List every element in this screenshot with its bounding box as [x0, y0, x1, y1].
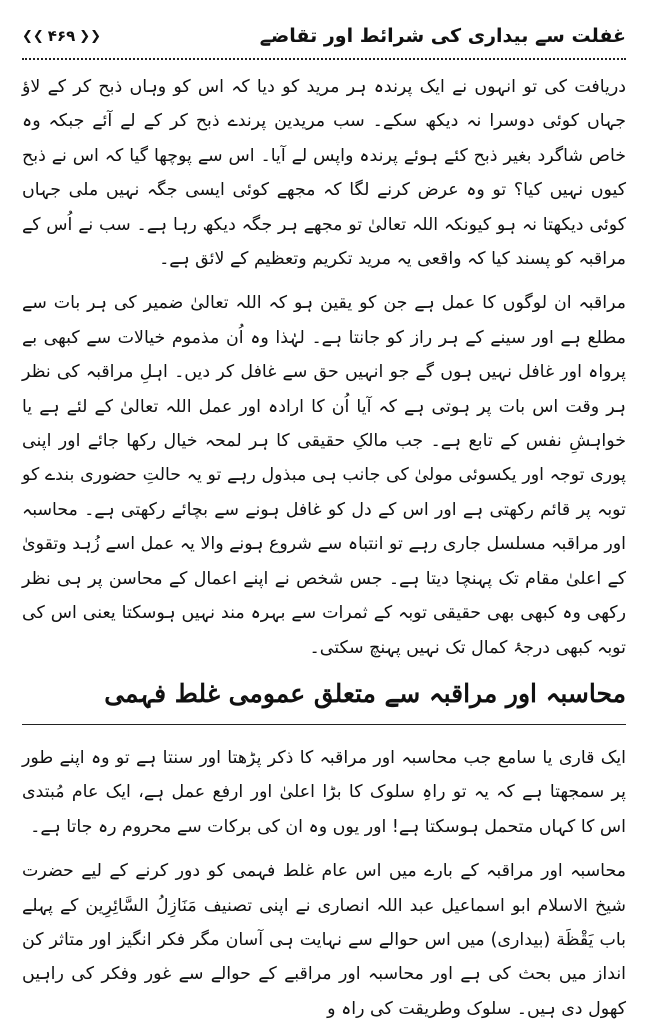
running-title: غفلت سے بیداری کی شرائط اور تقاضے: [259, 25, 626, 47]
paragraph: ایک قاری یا سامع جب محاسبہ اور مراقبہ کا ذکر پڑھتا اور سنتا ہے تو وہ اپنے طور پر سمجھتا ہے کہ یہ تو راہِ سلوک کا بڑا اعلیٰ اور ارفع عمل ہے، ایک عام مُبتدی اس کا کہاں متحمل ہوسکتا ہے! اور یوں وہ ان کی برکات سے محروم رہ جاتا ہے۔: [22, 747, 626, 837]
page-number-block: [22, 27, 101, 45]
ornament-right-icon: ❯❯: [79, 28, 102, 44]
section-heading-block: [22, 673, 626, 727]
paragraph: محاسبہ اور مراقبہ کے بارے میں اس عام غلط فہمی کو دور کرنے کے لیے حضرت شیخ الاسلام ابو اسماعیل عبد اللہ انصاری نے اپنی تصنیف مَنَازِلُ السَّائِرِین کے پہلے باب یَقْظَة (بیداری) میں اس حوالے سے نہایت ہی آسان مگر فکر انگیز اور متاثر کن انداز میں بحث کی ہے اور محاسبہ اور مراقبے کے حوالے سے غور وفکر کی راہیں کھول دی ہیں۔ سلوک وطریقت کی راہ و: [22, 861, 626, 1019]
page-header: [22, 0, 626, 58]
paragraph: مراقبہ ان لوگوں کا عمل ہے جن کو یقین ہو کہ اللہ تعالیٰ ضمیر کی ہر بات سے مطلع ہے اور سینے کے ہر راز کو جانتا ہے۔ لہٰذا وہ اُن مذموم خیالات سے کبھی بے پرواہ اور غافل نہیں ہوں گے جو انہیں حق سے غافل کر دیں۔ اہلِ مراقبہ کی نظر ہر وقت اس بات پر ہوتی ہے کہ آیا اُن کا ارادہ اور عمل اللہ تعالیٰ کے لئے ہے یا خواہشِ نفس کے تابع ہے۔ جب مالکِ حقیقی کا ہر لمحہ خیال رکھا جائے اور اپنی پوری توجہ اور یکسوئی مولیٰ کی جانب ہی مبذول رہے تو یہ حالتِ حضوری بندے کو توبہ پر قائم رکھتی ہے اور اس کے دل کو غافل ہونے سے بچائے رکھتی ہے۔ محاسبہ اور مراقبہ مسلسل جاری رہے تو انتباہ سے شروع ہونے والا یہ عمل اسے زُہد وتقویٰ کے اعلیٰ مقام تک پہنچا دیتا ہے۔ جس شخص نے اپنے اعمال کے محاسن پر ہی نظر رکھی وہ کبھی بھی حقیقی توبہ کے ثمرات سے بہرہ مند نہیں ہوسکتا یعنی اس کی توبہ کبھی درجۂ کمال تک نہیں پہنچ سکتی۔: [22, 293, 626, 658]
page-number: ۴۶۹: [47, 27, 76, 45]
section-underline: [22, 724, 626, 725]
ornament-left-icon: ❮❮: [22, 28, 44, 44]
paragraph: دریافت کی تو انہوں نے ایک پرندہ ہر مرید کو دیا کہ اس کو وہاں ذبح کر کے لاؤ جہاں کوئی دوسرا نہ دیکھ سکے۔ سب مریدین پرندے ذبح کر کے لے آئے جبکہ وہ خاص شاگرد بغیر ذبح کئے ہوئے پرندہ واپس لے آیا۔ اس سے پوچھا گیا کہ اس نے ذبح کیوں نہیں کیا؟ تو وہ عرض کرنے لگا کہ مجھے کوئی ایسی جگہ نہیں ملی جہاں کوئی دیکھتا نہ ہو کیونکہ اللہ تعالیٰ تو مجھے ہر جگہ دیکھ رہا ہے۔ سب نے اُس کے مراقبہ کو پسند کیا کہ واقعی یہ مرید تکریم وتعظیم کے لائق ہے۔: [22, 77, 626, 270]
section-heading: محاسبہ اور مراقبہ سے متعلق عمومی غلط فہمی: [104, 678, 626, 708]
header-dotted-rule: [22, 58, 626, 60]
